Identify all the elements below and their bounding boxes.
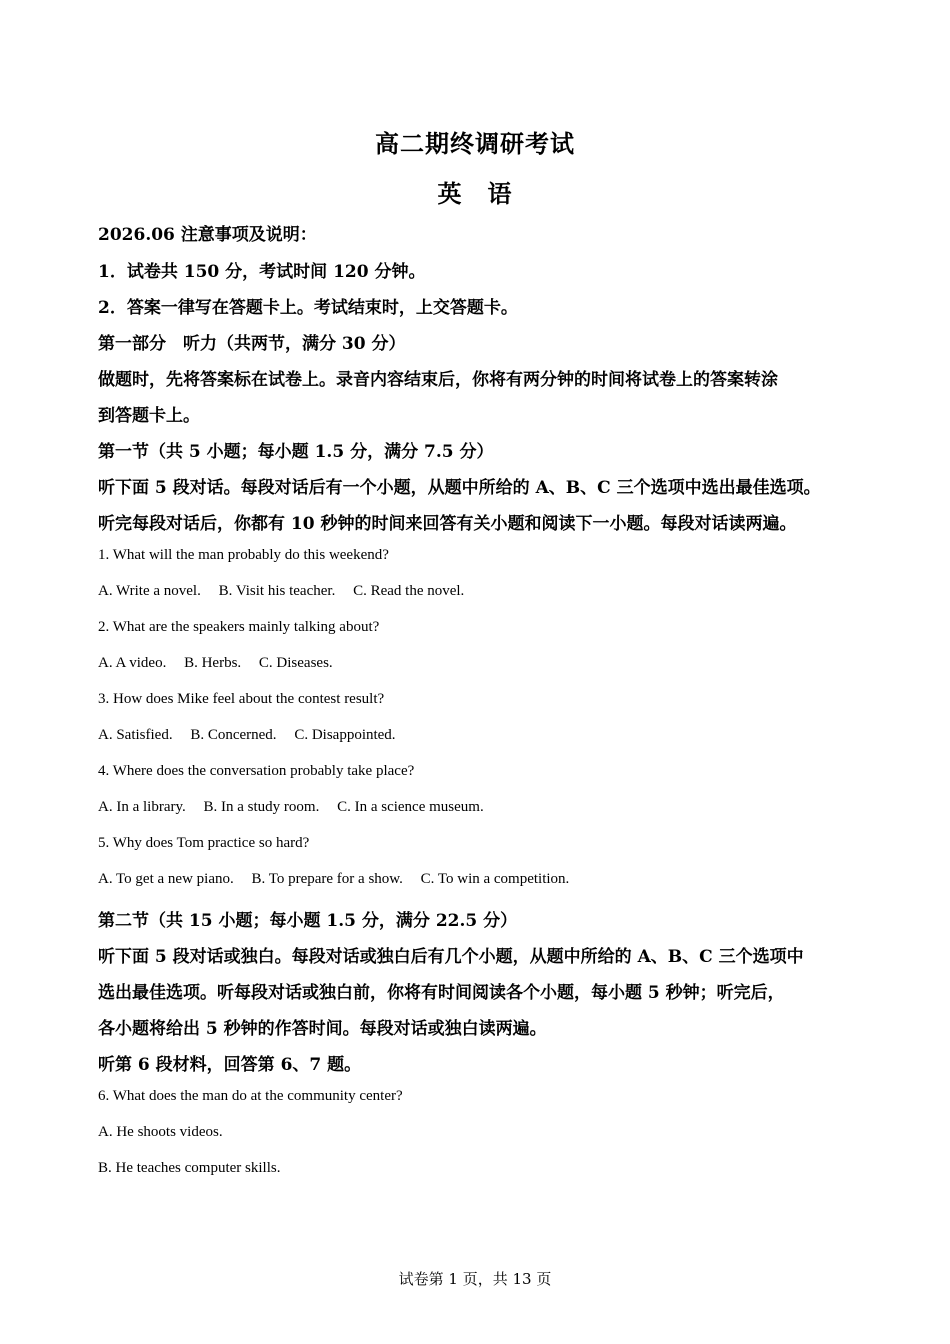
question-5-options: [98, 871, 868, 888]
part1-instruction-2: 到答题卡上。: [98, 406, 200, 426]
section1-instruction-1: 听下面 5 段对话。每段对话后有一个小题，从题中所给的 A、B、C 三个选项中选出最佳选项。: [98, 478, 821, 498]
notice-item-2: 2．答案一律写在答题卡上。考试结束时，上交答题卡。: [98, 298, 518, 318]
option-a[interactable]: A. In a library.: [98, 799, 186, 815]
notice-item-1: 1．试卷共 150 分，考试时间 120 分钟。: [98, 262, 426, 282]
page-footer: 试卷第 1 页，共 13 页: [398, 1270, 552, 1288]
question-6-stem: 6. What does the man do at the community center?: [98, 1088, 403, 1104]
option-b[interactable]: B. In a study room.: [203, 799, 320, 815]
section2-instruction-2: 选出最佳选项。听每段对话或独白前，你将有时间阅读各个小题，每小题 5 秒钟；听完后，: [98, 983, 785, 1003]
part1-heading: 第一部分 听力（共两节，满分 30 分）: [98, 334, 406, 354]
question-3-options: [98, 727, 868, 744]
option-c[interactable]: C. Read the novel.: [353, 583, 465, 599]
option-a[interactable]: A. To get a new piano.: [98, 871, 234, 887]
question-3-stem: 3. How does Mike feel about the contest result?: [98, 691, 385, 707]
section2-heading: 第二节（共 15 小题；每小题 1.5 分，满分 22.5 分）: [98, 911, 518, 931]
option-c[interactable]: C. To win a competition.: [420, 871, 570, 887]
option-c[interactable]: C. Diseases.: [258, 655, 333, 671]
section1-heading: 第一节（共 5 小题；每小题 1.5 分，满分 7.5 分）: [98, 442, 494, 462]
option-a[interactable]: A. A video.: [98, 655, 167, 671]
exam-title: 高二期终调研考试: [375, 129, 575, 158]
part1-instruction-1: 做题时，先将答案标在试卷上。录音内容结束后，你将有两分钟的时间将试卷上的答案转涂: [98, 370, 778, 390]
question-5-stem: 5. Why does Tom practice so hard?: [98, 835, 310, 851]
option-b[interactable]: B. Concerned.: [190, 727, 277, 743]
question-2-options: [98, 655, 868, 672]
option-c[interactable]: C. Disappointed.: [294, 727, 396, 743]
option-b[interactable]: B. Herbs.: [184, 655, 242, 671]
notice-heading: 2026.06 注意事项及说明：: [98, 225, 317, 245]
material-heading: 听第 6 段材料，回答第 6、7 题。: [98, 1055, 362, 1075]
option-a[interactable]: A. Satisfied.: [98, 727, 173, 743]
option-b[interactable]: B. To prepare for a show.: [251, 871, 403, 887]
question-4-options: [98, 799, 868, 816]
question-1-stem: 1. What will the man probably do this weekend?: [98, 547, 389, 563]
section1-instruction-2: 听完每段对话后，你都有 10 秒钟的时间来回答有关小题和阅读下一小题。每段对话读两遍。: [98, 514, 797, 534]
subject-title: 英 语: [437, 179, 513, 208]
option-b[interactable]: B. Visit his teacher.: [218, 583, 336, 599]
option-c[interactable]: C. In a science museum.: [337, 799, 484, 815]
question-2-stem: 2. What are the speakers mainly talking about?: [98, 619, 380, 635]
question-4-stem: 4. Where does the conversation probably take place?: [98, 763, 415, 779]
option-a[interactable]: A. Write a novel.: [98, 583, 201, 599]
question-6-option-a[interactable]: A. He shoots videos.: [98, 1124, 223, 1140]
question-1-options: [98, 583, 868, 600]
question-6-option-b[interactable]: B. He teaches computer skills.: [98, 1160, 281, 1176]
section2-instruction-1: 听下面 5 段对话或独白。每段对话或独白后有几个小题，从题中所给的 A、B、C 三个选项中: [98, 947, 804, 967]
section2-instruction-3: 各小题将给出 5 秒钟的作答时间。每段对话或独白读两遍。: [98, 1019, 547, 1039]
